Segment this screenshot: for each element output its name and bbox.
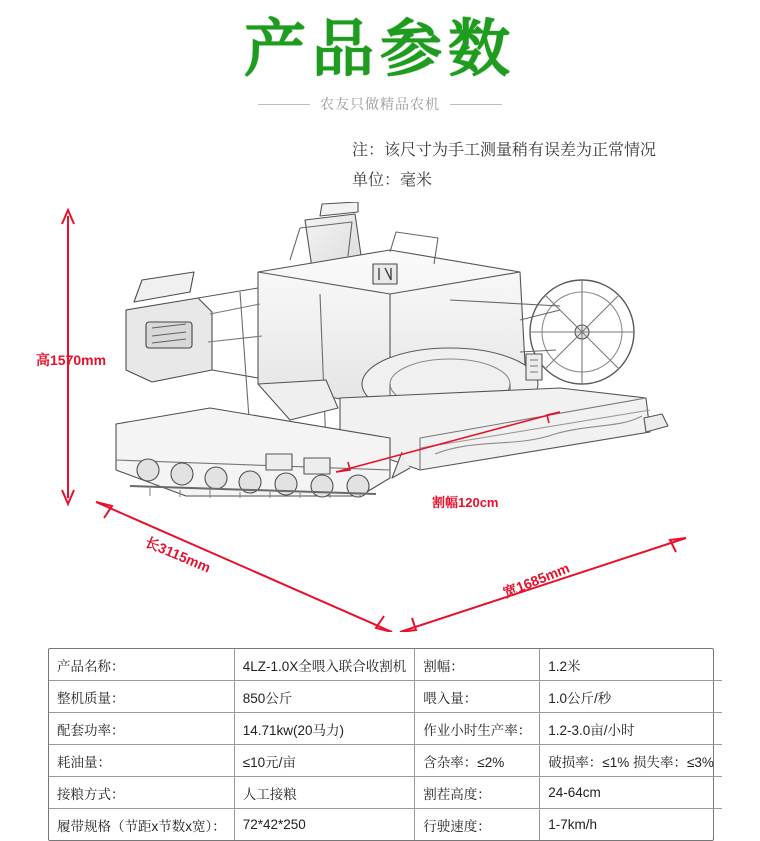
spec-key: 喂入量：: [415, 681, 540, 713]
spec-table-container: [48, 648, 714, 841]
spec-value: 14.71kw(20马力): [234, 713, 415, 745]
page-header: [0, 0, 760, 114]
spec-key: 割幅：: [415, 649, 540, 681]
spec-key: 整机质量：: [49, 681, 234, 713]
spec-table: [49, 649, 722, 840]
spec-key: 含杂率：≤2%: [415, 745, 540, 777]
spec-key: 履带规格（节距x节数x宽）：: [49, 809, 234, 841]
note-unit: 单位：毫米: [352, 172, 433, 189]
page-title: 产品参数: [243, 12, 516, 85]
spec-value: 破损率：≤1% 损失率：≤3%: [540, 745, 722, 777]
subtitle-divider-right: [450, 104, 502, 105]
table-row: [49, 745, 722, 777]
note-measurement: 注：该尺寸为手工测量稍有误差为正常情况: [352, 142, 657, 159]
notes-block: [0, 136, 760, 196]
product-diagram: [0, 202, 760, 632]
dimension-annotations: [0, 202, 760, 632]
spec-value: 人工接粮: [234, 777, 415, 809]
spec-key: 行驶速度：: [415, 809, 540, 841]
table-row: [49, 649, 722, 681]
dimension-width-label: 宽1685mm: [500, 559, 572, 601]
dimension-height-label: 高1570mm: [36, 352, 107, 368]
spec-value: 72*42*250: [234, 809, 415, 841]
table-row: [49, 809, 722, 841]
spec-key: 耗油量：: [49, 745, 234, 777]
dimension-cut-width-label: 割幅120cm: [432, 495, 499, 510]
page-subtitle: 农友只做精品农机: [320, 96, 440, 112]
table-row: [49, 777, 722, 809]
spec-value: 1.2-3.0亩/小时: [540, 713, 722, 745]
spec-value: 1-7km/h: [540, 809, 722, 841]
spec-key: 割茬高度：: [415, 777, 540, 809]
spec-value: 24-64cm: [540, 777, 722, 809]
table-row: [49, 681, 722, 713]
spec-key: 接粮方式：: [49, 777, 234, 809]
spec-key: 产品名称：: [49, 649, 234, 681]
spec-value: ≤10元/亩: [234, 745, 415, 777]
dimension-length-label: 长3115mm: [142, 533, 213, 576]
spec-key: 配套功率：: [49, 713, 234, 745]
spec-value: 4LZ-1.0X全喂入联合收割机: [234, 649, 415, 681]
spec-value: 850公斤: [234, 681, 415, 713]
subtitle-divider-left: [258, 104, 310, 105]
subtitle-row: [0, 94, 760, 114]
spec-key: 作业小时生产率：: [415, 713, 540, 745]
table-row: [49, 713, 722, 745]
spec-value: 1.0公斤/秒: [540, 681, 722, 713]
spec-value: 1.2米: [540, 649, 722, 681]
